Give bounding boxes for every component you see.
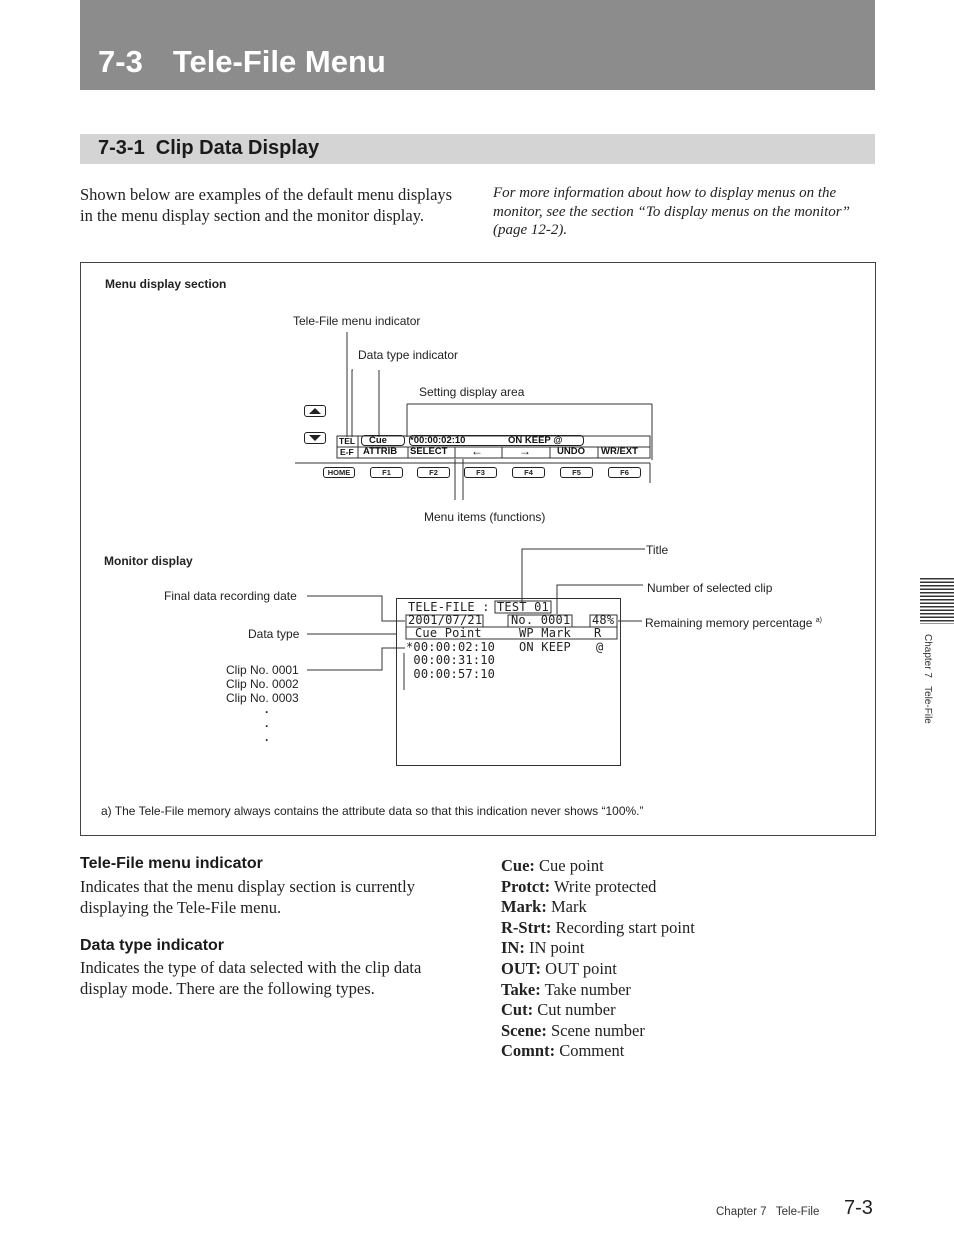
monitor-row3-tc: 00:00:57:10 xyxy=(406,667,496,681)
telefile-indicator-text: Indicates that the menu display section is currently displaying the Tele-File menu. xyxy=(80,877,415,917)
home-key: HOME xyxy=(323,467,355,478)
type-term: Mark: xyxy=(501,897,547,917)
telefile-indicator-heading: Tele-File menu indicator xyxy=(80,855,263,872)
strip-ef: E-F xyxy=(340,447,354,457)
strip-select: SELECT xyxy=(410,446,448,457)
type-item-in xyxy=(501,938,695,959)
data-types-list xyxy=(501,856,695,1062)
type-item-take xyxy=(501,980,695,1001)
f1-key: F1 xyxy=(370,467,403,478)
title-callout: Title xyxy=(646,543,669,557)
page-number: 7-3 xyxy=(844,1197,873,1219)
reference-note: For more information about how to display menus on the monitor, see the section “To display menus on the monitor” (page 12-2). xyxy=(493,185,850,238)
type-item-mark xyxy=(501,897,695,918)
type-item-cut xyxy=(501,1000,695,1021)
monitor-datatype: Cue Point xyxy=(415,626,482,640)
type-term: Cut: xyxy=(501,1000,534,1020)
type-item-cue xyxy=(501,856,695,877)
strip-tel: TEL xyxy=(339,436,356,446)
intro-text: Shown below are examples of the default menu displays in the menu display section and the monitor display. xyxy=(80,185,453,225)
strip-onkeep: ON KEEP @ xyxy=(508,435,563,446)
telefile-indicator-callout: Tele-File menu indicator xyxy=(293,314,421,328)
type-desc: Mark xyxy=(546,897,587,917)
strip-left-arrow-icon: ← xyxy=(471,444,483,458)
monitor-percent: 48% xyxy=(592,613,615,627)
monitor-display-label: Monitor display xyxy=(104,554,193,568)
monitor-date: 2001/07/21 xyxy=(408,613,483,627)
type-item-rstrt xyxy=(501,918,695,939)
strip-undo: UNDO xyxy=(557,446,585,457)
figure-footnote: a) The Tele-File memory always contains the attribute data so that this indication never shows “100%.” xyxy=(101,804,644,818)
ellipsis-dot-2: · xyxy=(265,719,269,733)
monitor-title: TEST 01 xyxy=(497,600,549,614)
data-type-indicator-text: Indicates the type of data selected with the clip data display mode. There are the following types. xyxy=(80,958,422,998)
selected-clip-callout: Number of selected clip xyxy=(647,581,773,595)
type-desc: IN point xyxy=(524,938,585,958)
strip-wrext: WR/EXT xyxy=(601,446,638,457)
footnote-ref: a) xyxy=(815,617,822,624)
type-item-scene xyxy=(501,1021,695,1042)
type-desc: Recording start point xyxy=(551,917,695,937)
type-desc: Cut number xyxy=(533,1000,616,1020)
type-term: Comnt: xyxy=(501,1041,556,1061)
remaining-memory-text: Remaining memory percentage xyxy=(645,616,813,630)
type-item-out xyxy=(501,959,695,980)
f4-key: F4 xyxy=(512,467,545,478)
data-type-callout: Data type xyxy=(248,627,300,641)
clip1-callout: Clip No. 0001 xyxy=(226,663,299,677)
section-title: 7-3-1 Clip Data Display xyxy=(98,137,320,159)
type-desc: Cue point xyxy=(534,856,604,875)
monitor-row1-status: ON KEEP xyxy=(519,640,571,654)
monitor-row1-tc: *00:00:02:10 xyxy=(406,640,496,654)
f6-key: F6 xyxy=(608,467,641,478)
footer-chapter: Chapter 7 Tele-File xyxy=(716,1206,820,1218)
monitor-row1-at: @ xyxy=(596,640,604,654)
monitor-label: TELE-FILE : xyxy=(408,600,490,614)
type-term: Take: xyxy=(501,979,541,999)
data-type-indicator-heading: Data type indicator xyxy=(80,937,225,954)
monitor-clip-no: No. 0001 xyxy=(511,613,571,627)
type-term: Protct: xyxy=(501,876,551,896)
up-arrow-button-icon xyxy=(304,405,326,417)
setting-area-callout: Setting display area xyxy=(419,385,525,399)
type-term: Scene: xyxy=(501,1020,547,1040)
menu-items-callout: Menu items (functions) xyxy=(424,510,546,524)
ellipsis-dot-3: · xyxy=(265,733,269,747)
chapter-tab-marker xyxy=(920,578,954,624)
f5-key: F5 xyxy=(560,467,593,478)
type-term: R-Strt: xyxy=(501,917,552,937)
type-desc: OUT point xyxy=(541,958,617,978)
data-type-indicator-callout: Data type indicator xyxy=(358,348,459,362)
type-item-comnt xyxy=(501,1041,695,1062)
clip2-callout: Clip No. 0002 xyxy=(226,677,299,691)
ellipsis-dot-1: · xyxy=(265,705,269,719)
strip-timecode: *00:00:02:10 xyxy=(410,435,466,446)
type-term: OUT: xyxy=(501,958,542,978)
f3-key: F3 xyxy=(464,467,497,478)
chapter-number: 7-3 xyxy=(98,44,143,79)
type-desc: Write protected xyxy=(550,876,657,896)
type-desc: Take number xyxy=(540,979,631,999)
monitor-wp: WP Mark xyxy=(519,626,571,640)
side-chapter-label: Chapter 7 Tele-File xyxy=(922,634,933,724)
monitor-row2-tc: 00:00:31:10 xyxy=(406,653,496,667)
f2-key: F2 xyxy=(417,467,450,478)
clip3-callout: Clip No. 0003 xyxy=(226,691,299,705)
remaining-memory-callout xyxy=(645,616,822,630)
monitor-r: R xyxy=(594,626,602,640)
strip-right-arrow-icon: → xyxy=(519,444,531,458)
menu-display-section-label: Menu display section xyxy=(105,277,227,291)
type-item-protct xyxy=(501,877,695,898)
final-date-callout: Final data recording date xyxy=(164,589,297,603)
strip-cue: Cue xyxy=(369,435,387,446)
chapter-name: Tele-File Menu xyxy=(172,44,386,79)
type-desc: Comment xyxy=(555,1041,625,1061)
strip-attrib: ATTRIB xyxy=(363,446,398,457)
down-arrow-button-icon xyxy=(304,432,326,444)
type-term: Cue: xyxy=(501,856,535,875)
type-term: IN: xyxy=(501,938,525,958)
type-desc: Scene number xyxy=(546,1020,645,1040)
